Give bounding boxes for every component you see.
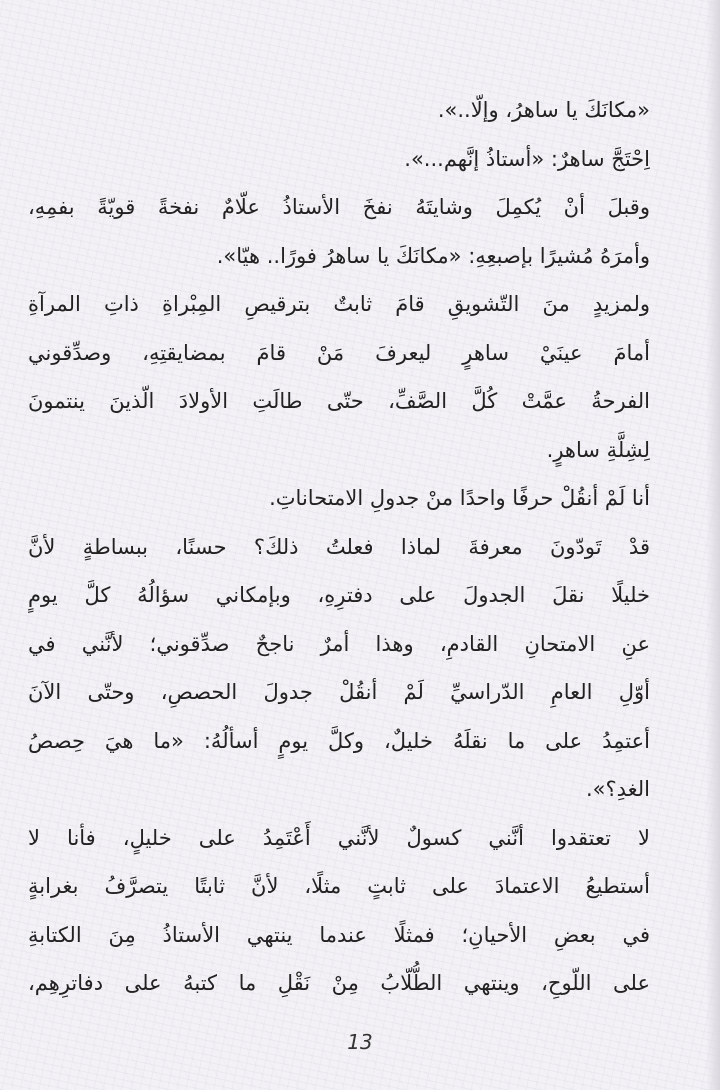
text-line: ولمزيدٍ منَ التّشويقِ قامَ ثابتٌ بترقيصِ المِبْراةِ ذاتِ المرآةِ	[28, 292, 650, 316]
text-line: لِشِلَّةِ ساهرٍ.	[546, 437, 650, 462]
text-line: اِحْتَجَّ ساهرٌ: «أستاذُ إنَّهم...».	[404, 146, 650, 171]
page-number: 13	[347, 1030, 373, 1054]
story-text-block	[28, 86, 650, 1008]
text-line: أنا لَمْ أنقُلْ حرفًا واحدًا منْ جدولِ الامتحاناتِ.	[269, 486, 650, 510]
text-line: «مكانَكَ يا ساهرُ، وإلّا..».	[437, 98, 650, 122]
page-edge-shadow	[706, 0, 720, 1090]
text-line: قدْ تَودّونَ معرفةَ لماذا فعلتُ ذلكَ؟ حسنًا، ببساطةٍ لأنَّ	[28, 534, 650, 559]
text-line: خليلًا نقلَ الجدولَ على دفترِهِ، وبإمكاني سؤالُهُ كلَّ يومٍ	[28, 583, 650, 607]
text-line: على اللّوحِ، وينتهي الطُّلّابُ مِنْ نَقْلِ ما كتبهُ على دفاترِهِم،	[28, 971, 650, 995]
text-line: وقبلَ أنْ يُكمِلَ وشايتَهُ نفخَ الأستاذُ علّامٌ نفخةً قويّةً بفمِهِ،	[28, 195, 650, 219]
text-line: في بعضِ الأحيانِ؛ فمثلًا عندما ينتهي الأستاذُ مِنَ الكتابةِ	[28, 922, 650, 947]
text-line: أمامَ عينَيْ ساهرٍ ليعرفَ مَنْ قامَ بمضايقتِهِ، وصدِّقوني	[28, 340, 650, 365]
text-line: عنِ الامتحانِ القادمِ، وهذا أمرٌ ناجحٌ صدِّقوني؛ لأنَّني في	[28, 631, 650, 656]
text-line: الغدِ؟».	[585, 777, 650, 801]
text-line: أوّلِ العامِ الدّراسيِّ لَمْ أنقُلْ جدولَ الحصصِ، وحتّى الآنَ	[28, 680, 650, 704]
text-line: أستطيعُ الاعتمادَ على ثابتٍ مثلًا، لأنَّ ثابتًا يتصرَّفُ بغرابةٍ	[28, 874, 650, 898]
text-line: لا تعتقدوا أنَّني كسولٌ لأنَّني أَعْتَمِدُ على خليلٍ، فأنا لا	[28, 825, 650, 850]
text-line: الفرحةُ عمَّتْ كُلَّ الصَّفِّ، حتّى طالَتِ الأولادَ الّذينَ ينتمونَ	[28, 389, 650, 413]
text-line: أعتمِدُ على ما نقلَهُ خليلٌ، وكلَّ يومٍ أسألُهُ: «ما هيَ حِصصُ	[28, 728, 650, 753]
text-line: وأمرَهُ مُشيرًا بإصبعِهِ: «مكانَكَ يا ساهرُ فورًا.. هيّا».	[216, 243, 650, 268]
